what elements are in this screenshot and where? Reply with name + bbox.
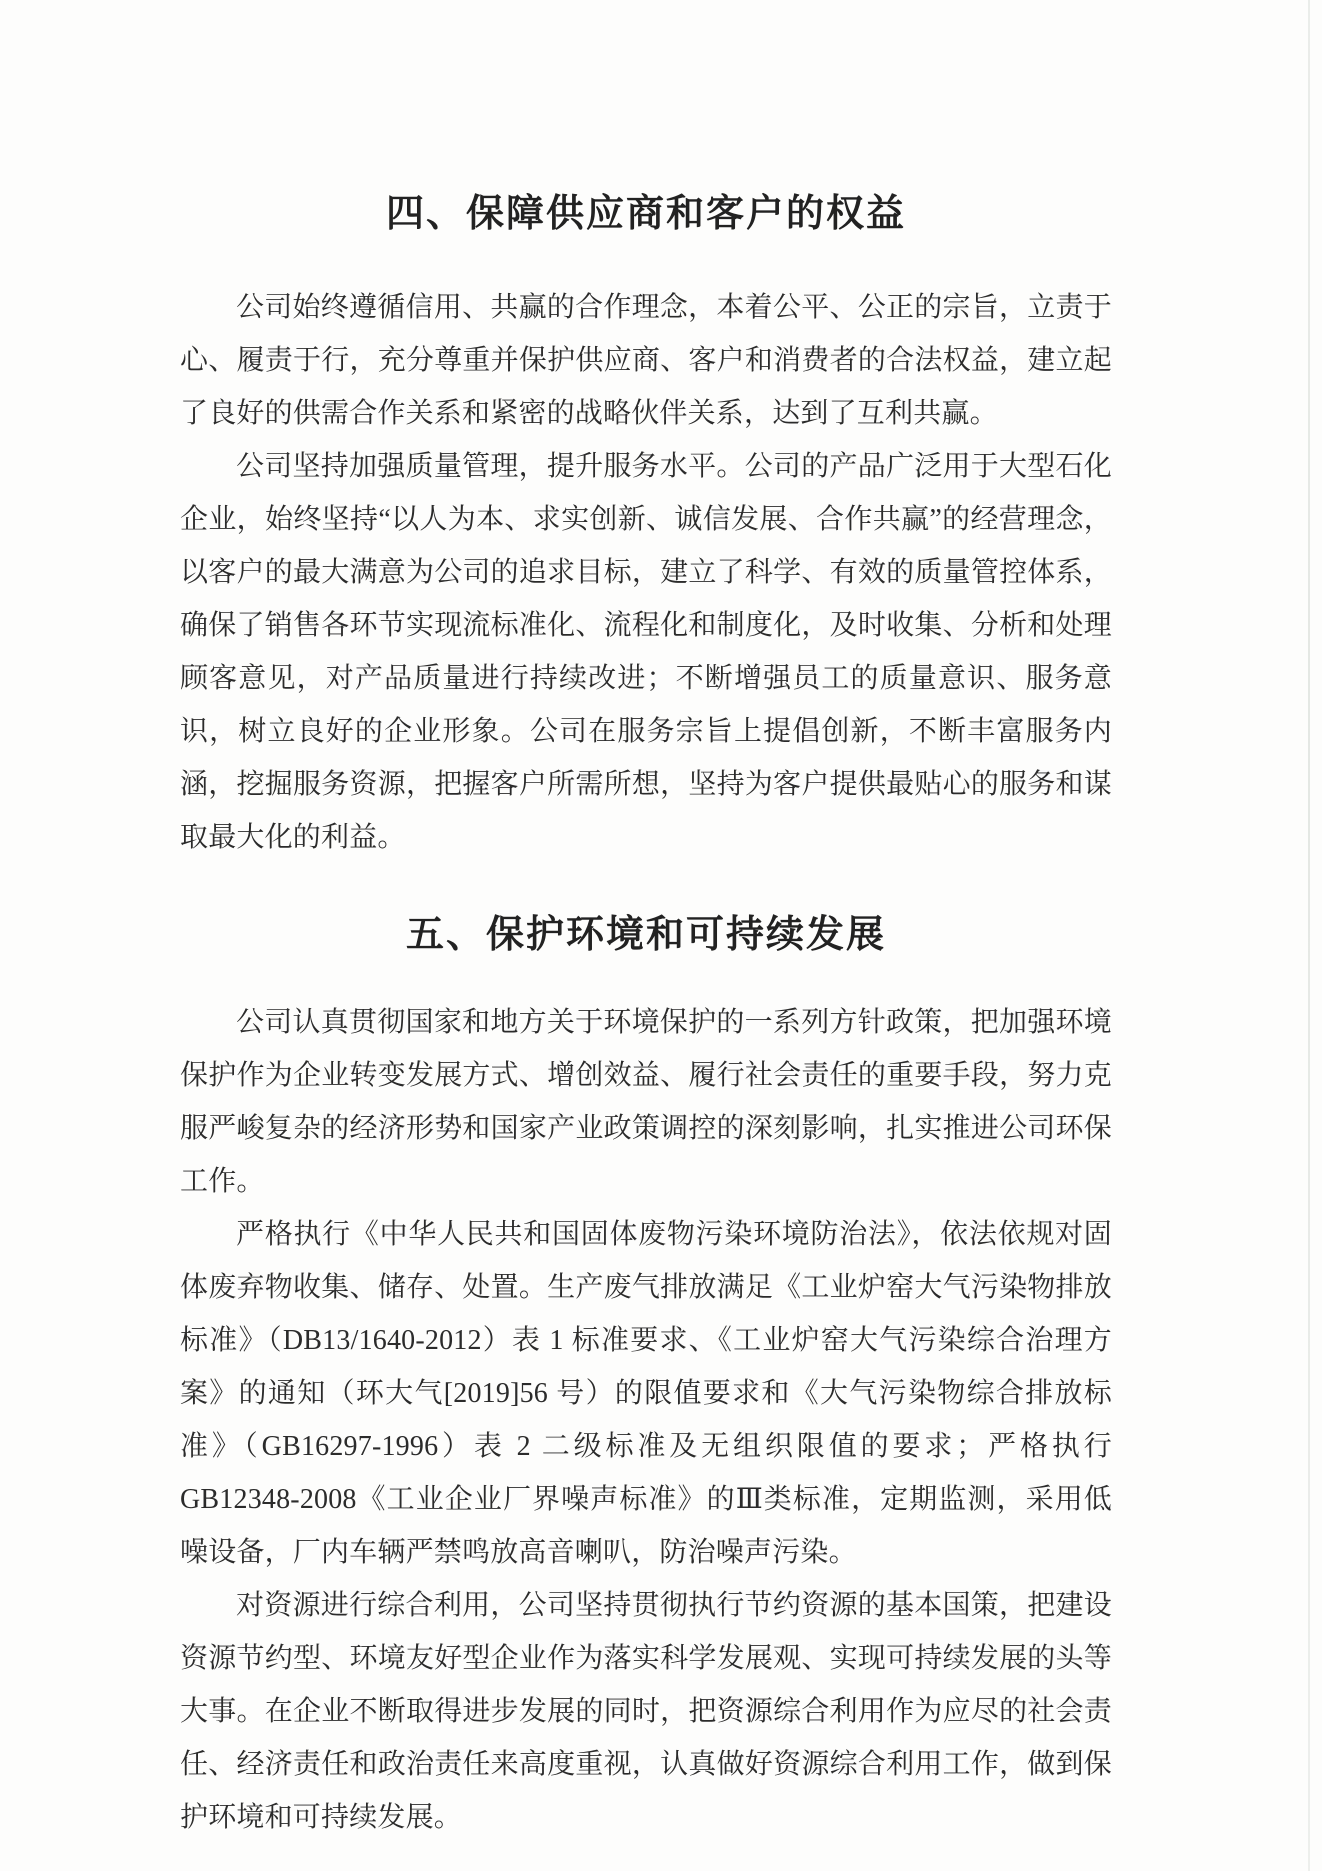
paragraph-emission-standards: 严格执行《中华人民共和国固体废物污染环境防治法》，依法依规对固体废弃物收集、储存、处置。生产废气排放满足《工业炉窑大气污染物排放标准》（DB13/1640-2012）表 1 标准要求、《工业炉窑大气污染综合治理方案》的通知（环大气[2019]56 号）的限值要求和《大气污染物综合排放标准》（GB16297-1996）表 2 二级标准及无组织限值的要求；严格执行 GB12348-2008《工业企业厂界噪声标准》的Ⅲ类标准，定期监测，采用低噪设备，厂内车辆严禁鸣放高音喇叭，防治噪声污染。 <box>180 1219 1112 1568</box>
paragraph-quality-service: 公司坚持加强质量管理，提升服务水平。公司的产品广泛用于大型石化企业，始终坚持“以人为本、求实创新、诚信发展、合作共赢”的经营理念，以客户的最大满意为公司的追求目标，建立了科学、有效的质量管控体系，确保了销售各环节实现流标准化、流程化和制度化，及时收集、分析和处理顾客意见，对产品质量进行持续改进；不断增强员工的质量意识、服务意识，树立良好的企业形象。公司在服务宗旨上提倡创新，不断丰富服务内涵，挖掘服务资源，把握客户所需所想，坚持为客户提供最贴心的服务和谋取最大化的利益。 <box>180 451 1112 853</box>
section-heading-4: 四、保障供应商和客户的权益 <box>385 193 906 235</box>
section-heading-5: 五、保护环境和可持续发展 <box>405 914 886 956</box>
paragraph-environment-policy: 公司认真贯彻国家和地方关于环境保护的一系列方针政策，把加强环境保护作为企业转变发展方式、增创效益、履行社会责任的重要手段，努力克服严峻复杂的经济形势和国家产业政策调控的深刻影响，扎实推进公司环保工作。 <box>180 1007 1112 1197</box>
document-content <box>180 193 1112 1844</box>
scan-edge-line <box>1308 0 1310 1871</box>
paragraph-resource-utilization: 对资源进行综合利用，公司坚持贯彻执行节约资源的基本国策，把建设资源节约型、环境友好型企业作为落实科学发展观、实现可持续发展的头等大事。在企业不断取得进步发展的同时，把资源综合利用作为应尽的社会责任、经济责任和政治责任来高度重视，认真做好资源综合利用工作，做到保护环境和可持续发展。 <box>180 1590 1112 1833</box>
paragraph-supplier-cooperation: 公司始终遵循信用、共赢的合作理念，本着公平、公正的宗旨，立责于心、履责于行，充分尊重并保护供应商、客户和消费者的合法权益，建立起了良好的供需合作关系和紧密的战略伙伴关系，达到了互利共赢。 <box>180 292 1112 429</box>
